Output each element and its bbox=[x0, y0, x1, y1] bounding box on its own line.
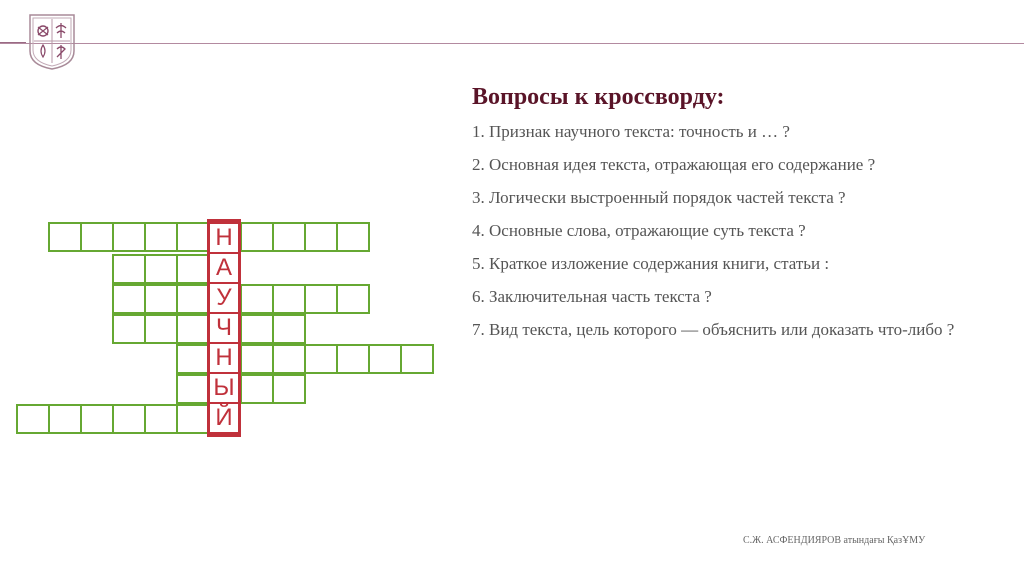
crossword-cell bbox=[112, 314, 146, 344]
crossword-cell bbox=[16, 404, 50, 434]
answer-column-frame bbox=[207, 219, 241, 437]
crossword-cell bbox=[240, 344, 274, 374]
answer-letter-cell: У bbox=[208, 282, 240, 314]
crossword-cell bbox=[112, 254, 146, 284]
crossword-cell bbox=[272, 222, 306, 252]
crossword-cell bbox=[176, 404, 210, 434]
question-3: 3. Логически выстроенный порядок частей текста ? bbox=[472, 187, 846, 207]
crossword-cell bbox=[272, 284, 306, 314]
questions-title: Вопросы к кроссворду: bbox=[472, 84, 725, 110]
crossword-cell bbox=[304, 222, 338, 252]
crossword-cell bbox=[240, 284, 274, 314]
answer-letter-cell: Ы bbox=[208, 372, 240, 404]
crossword-cell bbox=[176, 314, 210, 344]
crossword-cell bbox=[240, 222, 274, 252]
crossword-cell bbox=[368, 344, 402, 374]
crossword-cell bbox=[240, 314, 274, 344]
question-6: 6. Заключительная часть текста ? bbox=[472, 286, 712, 306]
crossword-cell bbox=[304, 284, 338, 314]
crossword-cell bbox=[304, 344, 338, 374]
answer-letter-cell: Й bbox=[208, 402, 240, 434]
crossword-cell bbox=[336, 344, 370, 374]
crossword-cell bbox=[176, 344, 210, 374]
crossword-cell bbox=[272, 374, 306, 404]
crossword-cell bbox=[48, 404, 82, 434]
crossword-grid bbox=[0, 0, 470, 460]
answer-letter-cell: Н bbox=[208, 222, 240, 254]
question-1: 1. Признак научного текста: точность и … ? bbox=[472, 121, 790, 141]
crossword-cell bbox=[144, 254, 178, 284]
crossword-cell bbox=[240, 374, 274, 404]
crossword-cell bbox=[176, 284, 210, 314]
crossword-cell bbox=[80, 222, 114, 252]
crossword-cell bbox=[272, 314, 306, 344]
footer-university-name: С.Ж. АСФЕНДИЯРОВ атындағы ҚазҰМУ bbox=[743, 535, 926, 546]
crossword-cell bbox=[80, 404, 114, 434]
crossword-cell bbox=[144, 314, 178, 344]
crossword-cell bbox=[112, 222, 146, 252]
crossword-cell bbox=[176, 374, 210, 404]
crossword-cell bbox=[144, 222, 178, 252]
crossword-cell bbox=[144, 404, 178, 434]
crossword-cell bbox=[272, 344, 306, 374]
crossword-cell bbox=[112, 404, 146, 434]
question-4: 4. Основные слова, отражающие суть текста ? bbox=[472, 220, 806, 240]
answer-letter-cell: А bbox=[208, 252, 240, 284]
answer-letter-cell: Ч bbox=[208, 312, 240, 344]
questions-panel bbox=[472, 84, 1012, 352]
crossword-cell bbox=[48, 222, 82, 252]
crossword-cell bbox=[400, 344, 434, 374]
crossword-cell bbox=[176, 222, 210, 252]
crossword-cell bbox=[336, 222, 370, 252]
crossword-cell bbox=[336, 284, 370, 314]
answer-letter-cell: Н bbox=[208, 342, 240, 374]
crossword-cell bbox=[144, 284, 178, 314]
question-7: 7. Вид текста, цель которого — объяснить или доказать что-либо ? bbox=[472, 319, 955, 339]
crossword-cell bbox=[112, 284, 146, 314]
crossword-cell bbox=[176, 254, 210, 284]
question-5: 5. Краткое изложение содержания книги, статьи : bbox=[472, 253, 830, 273]
question-2: 2. Основная идея текста, отражающая его содержание ? bbox=[472, 154, 876, 174]
